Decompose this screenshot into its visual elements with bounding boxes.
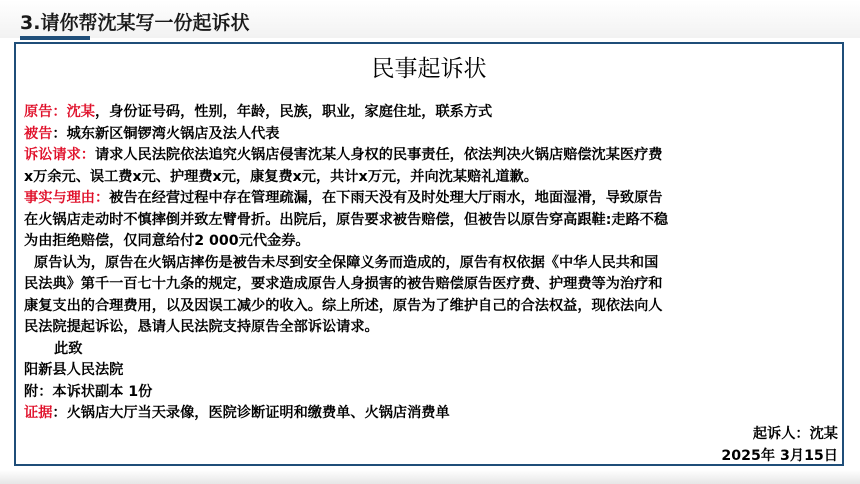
document-date: 2025年 3月15日 <box>721 447 838 464</box>
complaint-document-box <box>14 42 844 466</box>
signer-name: 起诉人：沈某 <box>752 426 838 442</box>
facts-label: 事实与理由： <box>24 190 110 206</box>
plaintiff-text: ，身份证号码，性别，年龄，民族，职业，家庭住址，联系方式 <box>94 104 493 120</box>
heading-accent-bar <box>20 36 90 40</box>
defendant-line <box>24 124 836 146</box>
evidence-label: 证据 <box>24 405 53 421</box>
plaintiff-label: 原告：沈某 <box>24 104 95 120</box>
claims-text-1: 请求人民法院依法追究火锅店侵害沈某人身权的民事责任，依法判决火锅店赔偿沈某医疗费 <box>94 147 663 163</box>
plaintiff-line <box>24 102 836 124</box>
claims-label: 诉讼请求： <box>24 147 95 163</box>
defendant-text: ：城东新区铜锣湾火锅店及法人代表 <box>52 125 280 142</box>
closing-salutation: 此致 <box>54 340 83 357</box>
facts-line-3: 为由拒绝赔偿，仅同意给付2 000元代金券。 <box>24 233 310 249</box>
facts-line-2: 在火锅店走动时不慎摔倒并致左臂骨折。出院后，原告要求被告赔偿，但被告以原告穿高跟鞋:走路不稳 <box>24 211 669 228</box>
claims-line-2: x万余元、误工费x元、护理费x元，康复费x元，共计x万元，并向沈某赔礼道歉。 <box>24 168 538 185</box>
facts-line-1 <box>24 188 836 210</box>
document-title: 民事起诉状 <box>371 56 487 82</box>
slide-header <box>0 0 860 38</box>
document-body <box>24 102 836 425</box>
argument-line-3: 康复支出的合理费用，以及因误工减少的收入。综上所述，原告为了维护自己的合法权益，现依法向人 <box>24 297 663 314</box>
evidence-text: ：火锅店大厅当天录像，医院诊断证明和缴费单、火锅店消费单 <box>52 405 450 421</box>
evidence-line <box>24 403 836 425</box>
claims-line-1 <box>24 145 836 167</box>
slide-footer-bar <box>0 470 860 484</box>
argument-line-1: 原告认为，原告在火锅店摔伤是被告未尽到安全保障义务而造成的，原告有权依据《中华人民共和国 <box>34 254 659 271</box>
signature-block <box>721 424 838 467</box>
slide-heading: 3.请你帮沈某写一份起诉状 <box>20 12 250 34</box>
defendant-label: 被告 <box>24 125 53 142</box>
facts-text-1: 被告在经营过程中存在管理疏漏，在下雨天没有及时处理大厅雨水，地面湿滑，导致原告 <box>109 190 663 206</box>
court-name: 阳新县人民法院 <box>24 362 124 378</box>
argument-line-4: 民法院提起诉讼，恳请人民法院支持原告全部诉讼请求。 <box>24 319 379 335</box>
attachment-line: 附：本诉状副本 1份 <box>24 383 153 400</box>
argument-line-2: 民法典》第千一百七十九条的规定，要求造成原告人身损害的被告赔偿原告医疗费、护理费等为治疗和 <box>24 276 663 292</box>
